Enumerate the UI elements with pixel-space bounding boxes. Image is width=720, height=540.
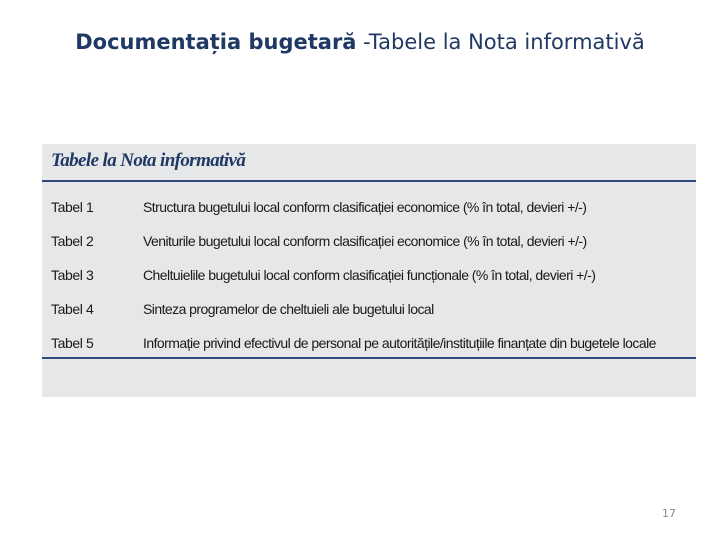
bottom-rule bbox=[42, 357, 696, 359]
table-number: Tabel 2 bbox=[51, 233, 94, 249]
table-number: Tabel 4 bbox=[51, 301, 94, 317]
top-rule bbox=[42, 180, 696, 182]
table-row bbox=[42, 190, 696, 224]
table-rows bbox=[42, 190, 696, 360]
slide-title-bold: Documentația bugetară bbox=[75, 30, 357, 54]
table-row bbox=[42, 258, 696, 292]
table-row bbox=[42, 326, 696, 360]
table-number: Tabel 5 bbox=[51, 335, 94, 351]
slide-title-rest: -Tabele la Nota informativă bbox=[356, 30, 645, 54]
table-number: Tabel 3 bbox=[51, 267, 94, 283]
slide-title bbox=[0, 30, 720, 54]
table-description: Structura bugetului local conform clasificației economice (% în total, devieri +/-) bbox=[143, 199, 587, 215]
table-description: Cheltuielile bugetului local conform clasificației funcționale (% în total, devieri +/-) bbox=[143, 267, 596, 283]
table-row bbox=[42, 224, 696, 258]
page-number: 17 bbox=[662, 507, 676, 520]
panel-heading: Tabele la Nota informativă bbox=[51, 150, 246, 171]
table-description: Veniturile bugetului local conform clasificației economice (% în total, devieri +/-) bbox=[143, 233, 587, 249]
tables-panel bbox=[42, 144, 696, 397]
table-row bbox=[42, 292, 696, 326]
table-description: Informație privind efectivul de personal pe autoritățile/instituțiile finanțate din bugetele locale bbox=[143, 335, 656, 351]
table-number: Tabel 1 bbox=[51, 199, 94, 215]
table-description: Sinteza programelor de cheltuieli ale bugetului local bbox=[143, 301, 434, 317]
